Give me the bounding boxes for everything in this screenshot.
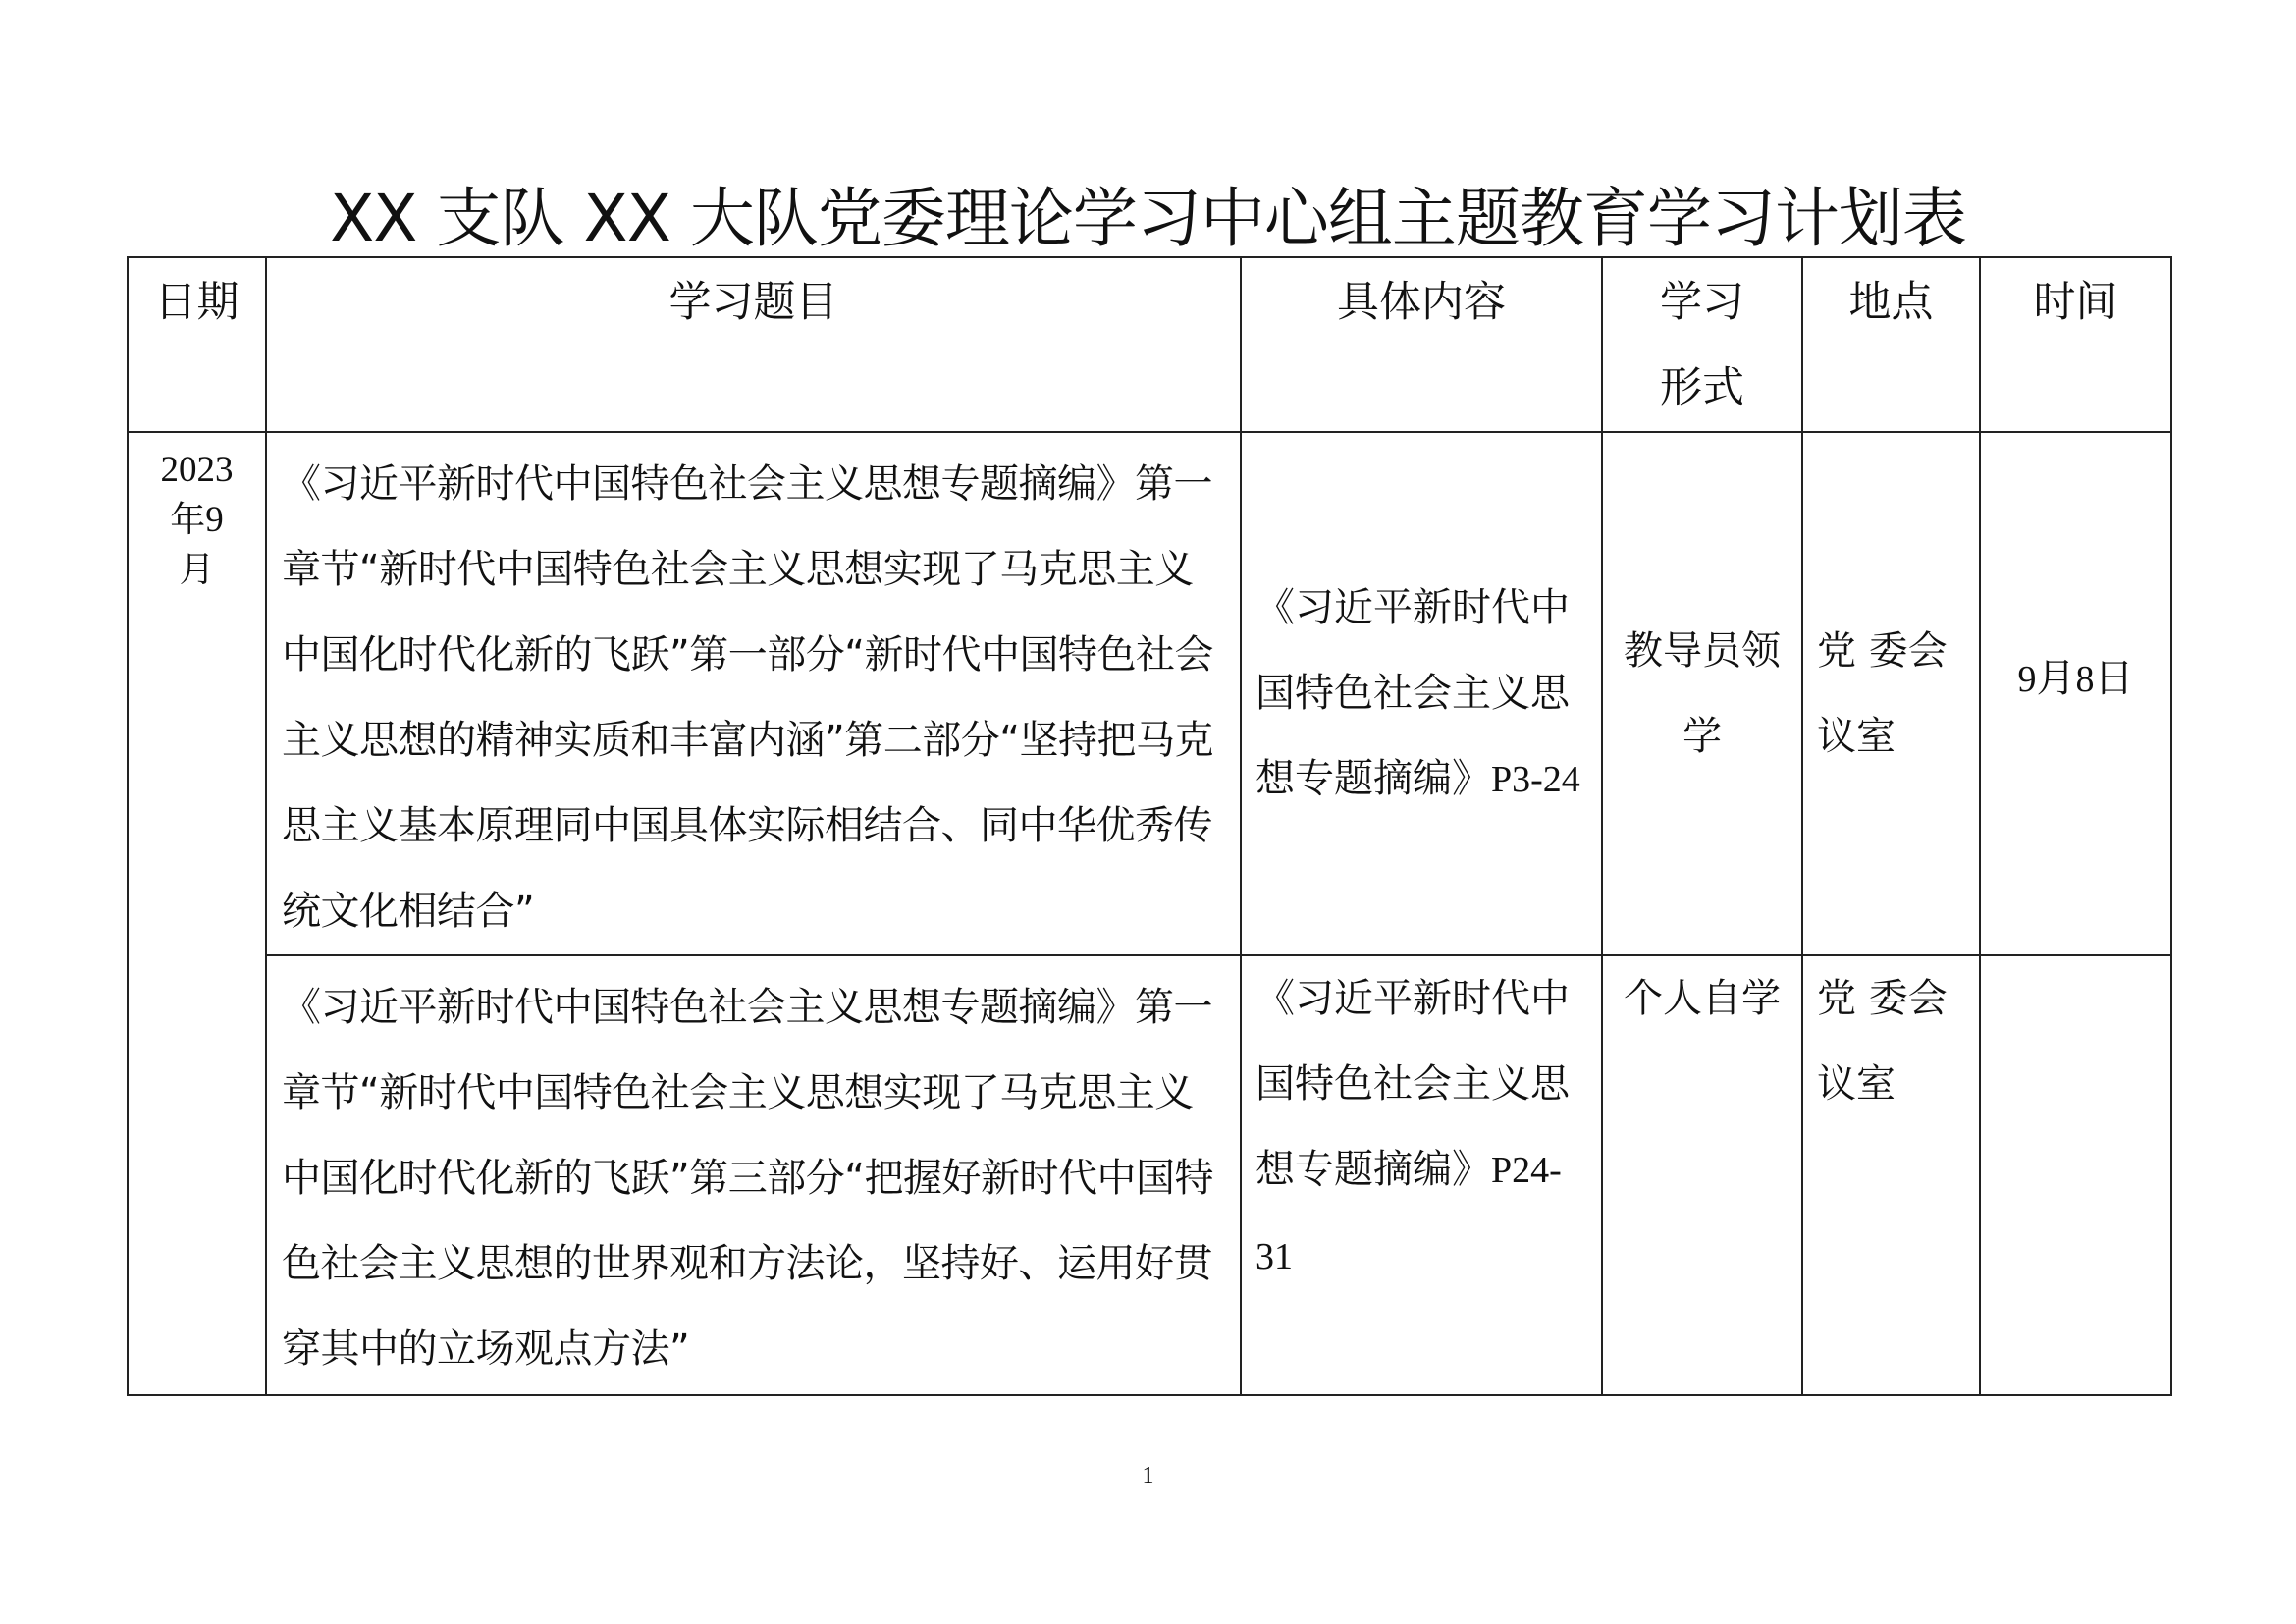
time-day-label: 日: [2094, 655, 2134, 701]
table-row: [128, 432, 2171, 955]
topic-text: 《习近平新时代中国特色社会主义思想专题摘编》第一章节“新时代中国特色社会主义思想实现了马克思主义中国化时代化新的飞跃”第三部分“把握好新时代中国特色社会主义思想的世界观和方法论，坚持好、运用好贯穿其中的立场观点方法”: [282, 985, 1213, 1372]
time-day: 8: [2075, 658, 2095, 700]
header-topic: 学习题目: [266, 257, 1241, 432]
form-text: 教导员领学: [1624, 627, 1781, 759]
table-header-row: [128, 257, 2171, 432]
header-time: 时间: [1980, 257, 2171, 432]
header-place: 地点: [1802, 257, 1980, 432]
topic-cell: [266, 432, 1241, 955]
header-content: 具体内容: [1241, 257, 1602, 432]
content-text: 《习近平新时代中国特色社会主义思想专题摘编》: [1255, 584, 1570, 801]
form-cell: [1602, 955, 1802, 1395]
date-year-suffix: 年: [170, 500, 206, 540]
place-cell: [1802, 955, 1980, 1395]
place-cell: [1802, 432, 1980, 955]
time-month-label: 月: [2036, 655, 2076, 701]
time-cell: [1980, 432, 2171, 955]
page-title: XX 支队 XX 大队党委理论学习中心组主题教育学习计划表: [330, 181, 1966, 256]
time-month: 9: [2017, 658, 2037, 700]
content-pages: P3-24: [1491, 758, 1580, 800]
date-month: 9: [205, 500, 224, 540]
form-text: 个人自学: [1624, 976, 1781, 1021]
content-pages: P24-31: [1255, 1150, 1562, 1277]
header-date: 日期: [128, 257, 266, 432]
form-cell: [1602, 432, 1802, 955]
date-month-suffix: 月: [179, 550, 215, 590]
content-text: 《习近平新时代中国特色社会主义思想专题摘编》: [1255, 976, 1570, 1192]
table-row: [128, 955, 2171, 1395]
content-cell: [1241, 432, 1602, 955]
date-year: 2023: [160, 450, 234, 490]
study-plan-table: [127, 256, 2172, 1396]
topic-cell: [266, 955, 1241, 1395]
content-cell: [1241, 955, 1602, 1395]
place-text: 党 委会议室: [1817, 976, 1948, 1107]
page-number: 1: [1142, 1463, 1154, 1489]
topic-text: 《习近平新时代中国特色社会主义思想专题摘编》第一章节“新时代中国特色社会主义思想实现了马克思主义中国化时代化新的飞跃”第一部分“新时代中国特色社会主义思想的精神实质和丰富内涵”第二部分“坚持把马克思主义基本原理同中国具体实际相结合、同中华优秀传统文化相结合”: [282, 461, 1213, 934]
time-cell: [1980, 955, 2171, 1395]
place-text: 党 委会议室: [1817, 627, 1948, 759]
header-form: 学习形式: [1602, 257, 1802, 432]
date-cell: [128, 432, 266, 1395]
